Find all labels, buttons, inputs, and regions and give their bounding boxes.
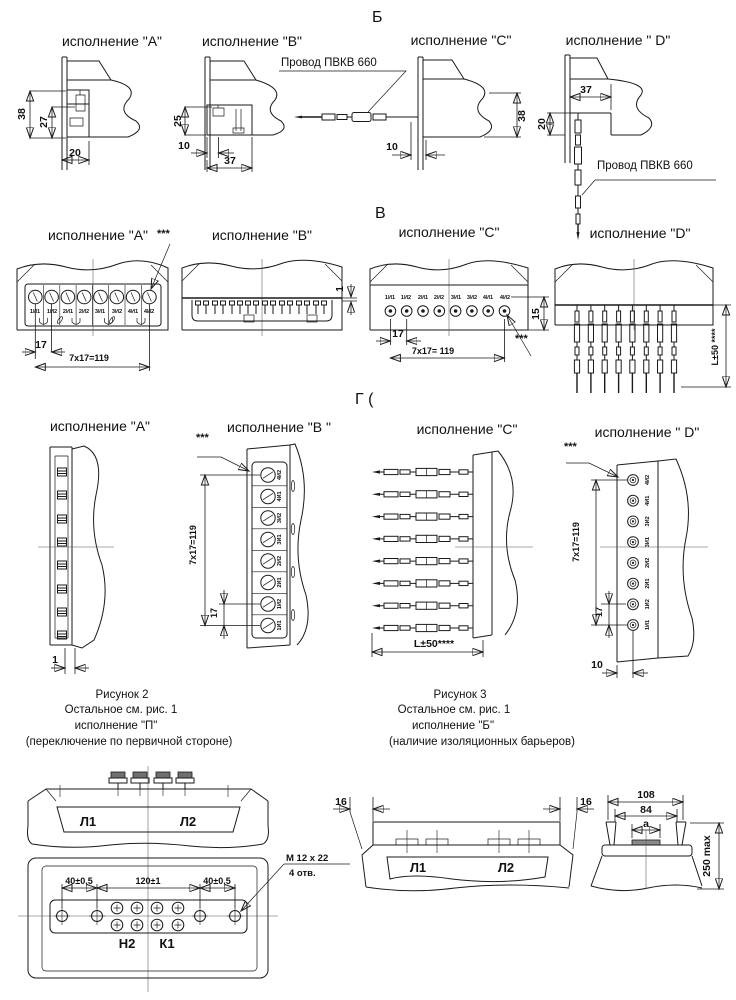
svg-text:3И1: 3И1: [94, 309, 106, 315]
dim-120: 120±1: [135, 876, 161, 886]
svg-text:2И1: 2И1: [417, 295, 429, 301]
dim-16-left: 16: [335, 796, 347, 808]
svg-text:2И2: 2И2: [645, 557, 651, 569]
drawing-v-version-d: [555, 259, 731, 393]
svg-text:3И2: 3И2: [466, 295, 478, 301]
dim-119-va: 7x17=119: [69, 353, 109, 363]
svg-text:3И2: 3И2: [645, 516, 651, 527]
dim-17-gb: 17: [209, 607, 219, 619]
svg-text:2И2: 2И2: [277, 555, 283, 567]
section-label-g: Г (: [355, 391, 374, 408]
drawing-g-version-d: [566, 459, 708, 678]
svg-text:4И1: 4И1: [127, 309, 139, 315]
svg-text:2И2: 2И2: [433, 295, 445, 301]
svg-text:3И1: 3И1: [450, 295, 462, 301]
terminal-labels-g-d: [645, 475, 651, 630]
dim-17-gd: 17: [594, 606, 604, 618]
note-stars-g-b: ***: [196, 432, 209, 444]
note-stars-g-d: ***: [564, 441, 577, 453]
svg-text:2И1: 2И1: [62, 309, 74, 315]
svg-text:3И2: 3И2: [111, 309, 123, 315]
title-b-version-b: исполнение "В": [201, 33, 303, 49]
caption-figure-3: [389, 689, 575, 748]
svg-text:4И2: 4И2: [645, 474, 651, 486]
svg-text:2И1: 2И1: [645, 578, 651, 589]
svg-text:3И1: 3И1: [645, 536, 651, 548]
dim-20: 20: [69, 147, 81, 159]
dim-25: 25: [172, 115, 184, 127]
svg-text:1И2: 1И2: [277, 598, 283, 610]
dim-10-gd: 10: [591, 659, 603, 671]
svg-text:1И1: 1И1: [277, 620, 283, 631]
title-b-version-d: исполнение " D": [565, 32, 671, 48]
title-g-version-d: исполнение " D": [594, 424, 700, 440]
dim-119-gd: 7x17=119: [571, 522, 581, 562]
terminal-labels-v-a: [30, 309, 154, 315]
title-v-version-d: исполнение "D": [589, 225, 691, 241]
title-v-version-a: исполнение "А": [47, 227, 149, 243]
figure2-line4: (переключение по первичной стороне): [25, 736, 233, 748]
svg-text:1И1: 1И1: [645, 619, 651, 631]
figure3-front-view: [333, 796, 594, 891]
dim-119-gb: 7x17=119: [188, 525, 198, 565]
dim-17-va: 17: [35, 339, 47, 351]
callout-bolt-size: М 12 х 22: [286, 853, 329, 864]
terminal-rivets-g-d: [628, 475, 639, 631]
wire-label-c: Провод ПВКВ 660: [281, 57, 377, 69]
drawing-b-version-b: [172, 57, 284, 172]
drawing-g-version-c: [372, 451, 533, 657]
callout-holes-count: 4 отв.: [289, 868, 316, 879]
dim-108: 108: [637, 789, 655, 801]
note-stars-v-a: ***: [157, 228, 170, 240]
dim-84: 84: [640, 804, 652, 816]
title-b-version-c: исполнение "С": [410, 32, 512, 48]
label-l1-front: Л1: [409, 860, 427, 875]
section-label-b: Б: [372, 9, 383, 26]
svg-text:4И1: 4И1: [277, 491, 283, 502]
svg-text:1И1: 1И1: [384, 295, 396, 301]
dim-1-ga: 1: [52, 654, 58, 666]
dim-1-vb: 1: [334, 286, 346, 292]
wires-v-d: [574, 305, 676, 393]
svg-text:3И1: 3И1: [277, 534, 283, 545]
svg-text:3И2: 3И2: [277, 512, 283, 524]
drawing-g-version-b: [188, 444, 308, 648]
label-k1: К1: [159, 936, 175, 951]
terminal-rivets-v-c: [385, 306, 510, 317]
title-g-version-c: исполнение "С": [416, 421, 518, 437]
dim-20-d: 20: [536, 118, 548, 130]
dim-l50-vd: L±50 ****: [710, 328, 720, 366]
label-l1-top: Л1: [79, 814, 97, 829]
svg-text:4И2: 4И2: [277, 469, 283, 481]
drawing-b-version-c: [279, 57, 528, 170]
dim-250-max: 250 max: [701, 835, 713, 877]
dim-16-right: 16: [580, 796, 592, 808]
svg-text:1И2: 1И2: [645, 599, 651, 610]
dim-37: 37: [224, 155, 236, 167]
svg-text:4И2: 4И2: [499, 295, 511, 301]
dim-10-c: 10: [386, 141, 398, 153]
dim-38-c: 38: [516, 110, 528, 122]
drawing-v-version-a: [17, 244, 170, 371]
title-v-version-c: исполнение "С": [398, 224, 500, 240]
dim-119-vc: 7x17= 119: [411, 346, 455, 356]
svg-text:2И2: 2И2: [78, 309, 90, 315]
caption-figure-2: [26, 689, 233, 748]
dim-a: а: [643, 818, 649, 830]
figure3-line2: Остальное см. рис. 1: [397, 704, 511, 716]
svg-text:4И1: 4И1: [645, 495, 651, 506]
dim-l50-gc: L±50****: [413, 638, 455, 650]
figure3-line4: (наличие изоляционных барьеров): [389, 736, 575, 748]
drawing-b-version-d: [536, 55, 716, 240]
drawing-v-version-c: [370, 259, 549, 362]
terminal-labels-v-c: [385, 295, 510, 301]
figure3-line3: исполнение "Б": [411, 720, 495, 732]
svg-text:4И1: 4И1: [482, 295, 494, 301]
svg-text:2И1: 2И1: [277, 577, 283, 588]
contact-pins-v-b: [196, 301, 327, 314]
dim-10: 10: [178, 140, 190, 152]
svg-text:1И2: 1И2: [46, 309, 58, 315]
drawing-v-version-b: [182, 259, 357, 336]
drawing-b-version-a: [16, 57, 140, 170]
figure2-drawing: [18, 766, 350, 992]
svg-text:1И2: 1И2: [400, 295, 412, 301]
dim-15-vc: 15: [530, 308, 542, 320]
figure2-line3: исполнение "П": [74, 720, 158, 732]
dim-37-d: 37: [580, 84, 592, 96]
wire-label-d: Провод ПВКВ 660: [597, 160, 693, 172]
label-n2: Н2: [118, 936, 136, 951]
label-l2-front: Л2: [497, 860, 515, 875]
note-stars-v-c: ***: [515, 333, 528, 345]
title-v-version-b: исполнение "В": [211, 227, 313, 243]
svg-text:4И2: 4И2: [143, 309, 155, 315]
dim-40b: 40±0,5: [203, 876, 231, 886]
drawing-g-version-a: [38, 446, 114, 674]
pins-g-a: [58, 468, 67, 639]
figure3-side-view: [591, 789, 724, 891]
wires-g-c: [372, 468, 473, 631]
dim-27: 27: [38, 116, 50, 128]
label-l2-top: Л2: [179, 814, 197, 829]
dim-17-vc: 17: [392, 328, 404, 340]
title-g-version-b: исполнение "B ": [227, 419, 331, 435]
terminal-bolts: [111, 902, 184, 931]
top-bolts: [109, 772, 194, 789]
svg-text:1И1: 1И1: [29, 309, 41, 315]
figure2-title: Рисунок 2: [95, 689, 149, 701]
section-label-v: В: [375, 205, 386, 222]
dim-40a: 40±0,5: [65, 876, 93, 886]
figure2-line2: Остальное см. рис. 1: [64, 704, 178, 716]
dim-38: 38: [16, 108, 28, 120]
title-g-version-a: исполнение "А": [49, 418, 151, 434]
title-b-version-a: исполнение "А": [61, 33, 163, 49]
figure3-title: Рисунок 3: [433, 689, 487, 701]
